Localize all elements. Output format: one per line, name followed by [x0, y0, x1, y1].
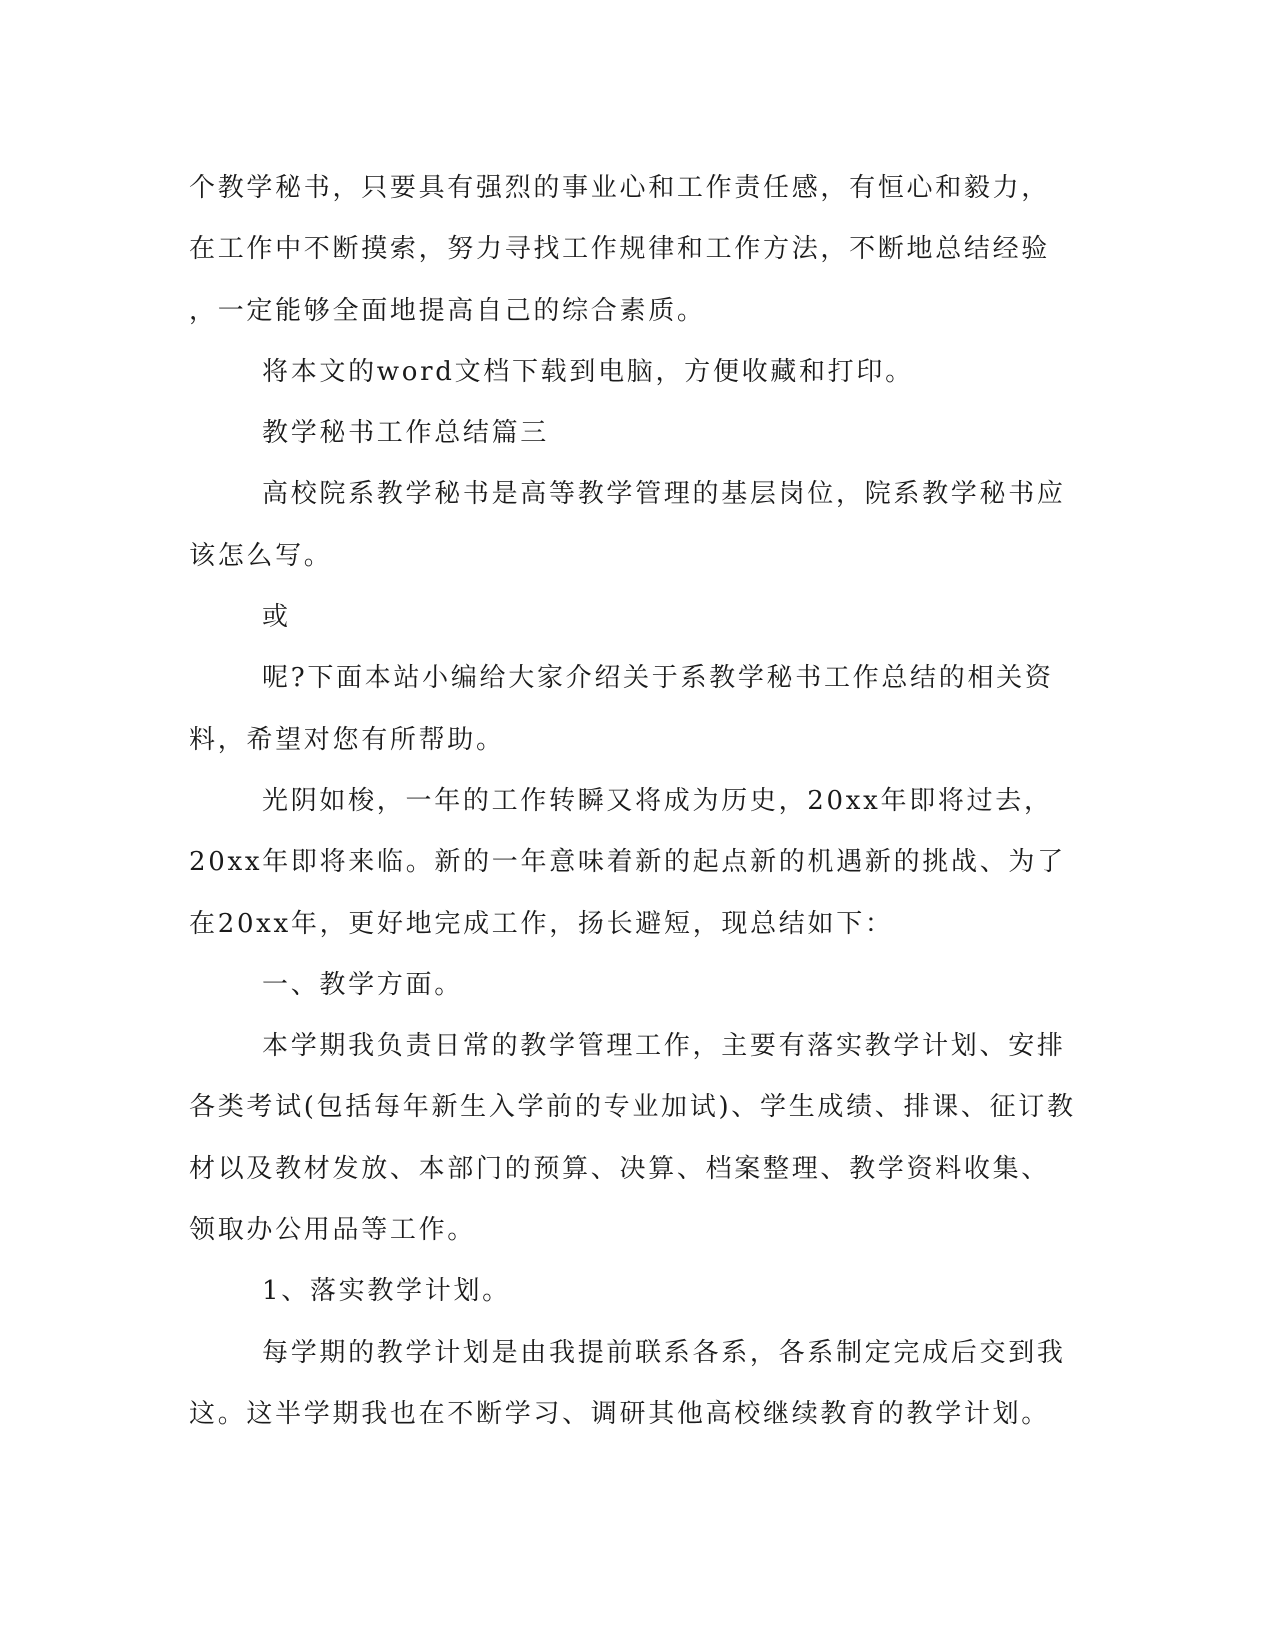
text-line: 该怎么写。	[189, 540, 333, 571]
text-line: 每学期的教学计划是由我提前联系各系，各系制定完成后交到我	[262, 1337, 1066, 1368]
text-line: 呢?下面本站小编给大家介绍关于系教学秘书工作总结的相关资	[262, 663, 1054, 694]
document-body	[189, 158, 1089, 1445]
text-line: 个教学秘书，只要具有强烈的事业心和工作责任感，有恒心和毅力，	[189, 173, 1051, 203]
text-line: 在工作中不断摸索，努力寻找工作规律和工作方法，不断地总结经验	[189, 234, 1051, 265]
text-line: 20xx年即将来临。新的一年意味着新的起点新的机遇新的挑战、为了	[189, 847, 1066, 878]
text-line: 高校院系教学秘书是高等教学管理的基层岗位，院系教学秘书应	[262, 479, 1066, 510]
text-line: 这。这半学期我也在不断学习、调研其他高校继续教育的教学计划。	[189, 1398, 1051, 1429]
text-line: ，一定能够全面地提高自己的综合素质。	[189, 295, 706, 326]
text-line: 料，希望对您有所帮助。	[189, 724, 505, 755]
text-line: 本学期我负责日常的教学管理工作，主要有落实教学计划、安排	[262, 1031, 1066, 1062]
subsection-heading: 一、教学方面。	[262, 969, 463, 1000]
text-line: 在20xx年，更好地完成工作，扬长避短，现总结如下：	[189, 908, 894, 939]
text-line: 各类考试(包括每年新生入学前的专业加试)、学生成绩、排课、征订教	[189, 1092, 1076, 1123]
text-line: 将本文的word文档下载到电脑，方便收藏和打印。	[262, 356, 914, 387]
list-heading: 1、落实教学计划。	[262, 1276, 511, 1307]
text-line: 或	[262, 602, 291, 633]
text-line: 光阴如梭，一年的工作转瞬又将成为历史，20xx年即将过去，	[262, 785, 1053, 816]
text-line: 领取办公用品等工作。	[189, 1215, 477, 1246]
section-heading: 教学秘书工作总结篇三	[262, 418, 550, 449]
text-line: 材以及教材发放、本部门的预算、决算、档案整理、教学资料收集、	[189, 1153, 1051, 1184]
